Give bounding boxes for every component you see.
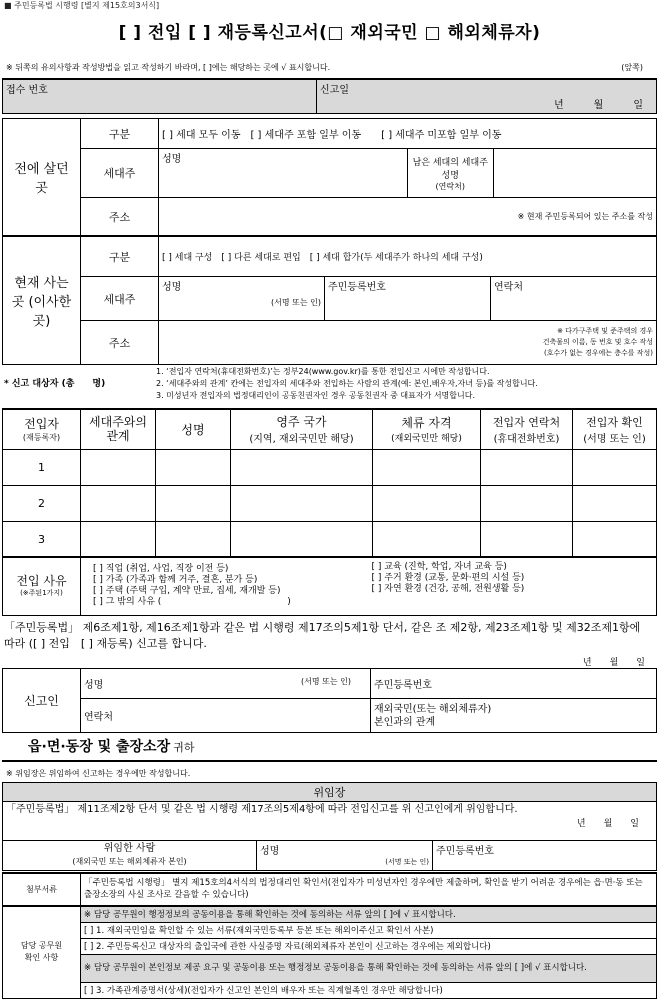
receipt-number-label: 접수 번호 (6, 85, 48, 96)
col-mover: 전입자 (재등록자) (3, 409, 81, 449)
current-rrn-label: 주민등록번호 (328, 282, 386, 293)
targets-note-1: 1. ‘전입자 연락처(휴대전화번호)’는 정부24(www.gov.kr)를 통한 전입신고 시에만 작성합니다. (156, 367, 490, 376)
table-cell[interactable] (231, 521, 373, 557)
reason-right-options[interactable]: [ ] 교육 (진학, 학업, 자녀 교육 등) [ ] 주거 환경 (교통, 문화·편의 시설 등) [ ] 자연 환경 (건강, 공해, 전원생활 등) (369, 557, 657, 615)
reporter-relation-label-1: 재외국민(또는 해외체류자) (374, 703, 492, 715)
statement-date[interactable]: 년 월 일 (582, 658, 645, 668)
reason-section (2, 556, 657, 616)
previous-type-label: 구분 (81, 119, 159, 149)
table-cell[interactable] (156, 485, 231, 521)
table-cell[interactable] (481, 485, 573, 521)
form-title: [ ] 전입 [ ] 재등록신고서(□ 재외국민 □ 해외체류자) (118, 23, 541, 43)
attachments-section (2, 872, 657, 999)
current-address-note-2: 건축물의 이름, 동 번호 및 호수 작성 (542, 338, 653, 346)
reporter-contact-label: 연락처 (84, 712, 113, 723)
delegator-label-cell (3, 840, 257, 870)
verification-item-3[interactable]: [ ] 3. 가족관계증명서(상세)(전입자가 신고인 본인의 배우자 또는 직계혈족인 경우만 해당합니다) (81, 982, 657, 998)
previous-address-section (2, 118, 657, 236)
delegator-label-2: (재외국민 또는 해외체류자 본인) (72, 857, 187, 866)
current-type-options[interactable]: [ ] 세대 구성 [ ] 다른 세대로 편입 [ ] 세대 합가(두 세대주가 하나의 세대 구성) (159, 237, 657, 277)
form-reference: ■ 주민등록법 시행령 [별지 제15호의3서식] (4, 1, 160, 10)
verification-label: 담당 공무원 확인 사항 (3, 906, 81, 998)
delegator-rrn-field[interactable] (433, 840, 657, 870)
table-cell[interactable] (81, 449, 156, 485)
table-cell[interactable] (481, 449, 573, 485)
remaining-head-title: 남은 세대의 세대주 성명 (412, 157, 488, 181)
report-date-label: 신고일 (320, 85, 349, 96)
previous-type-options[interactable]: [ ] 세대 모두 이동 [ ] 세대주 포함 일부 이동 [ ] 세대주 미포함 일부 이동 (159, 119, 657, 149)
remaining-head-cell (408, 149, 657, 198)
targets-label: * 신고 대상자 (총 명) (4, 379, 106, 389)
delegation-note: ※ 위임장은 위임하여 신고하는 경우에만 작성합니다. (6, 769, 191, 778)
table-cell[interactable] (373, 485, 481, 521)
addressee-main: 읍·면·동장 및 출장소장 (28, 739, 171, 755)
col-status: 체류 자격 (재외국민만 해당) (373, 409, 481, 449)
reporter-label: 신고인 (3, 669, 81, 733)
previous-address-label: 주소 (81, 198, 159, 236)
delegation-text: 「주민등록법」 제11조제2항 단서 및 같은 법 시행령 제17조의5제4항에 따라 전입신고를 위 신고인에게 위임합니다. (6, 804, 518, 815)
current-name-label: 성명 (162, 282, 182, 293)
table-cell[interactable] (81, 521, 156, 557)
current-address-field[interactable] (159, 321, 657, 365)
targets-table (2, 408, 657, 558)
table-cell[interactable] (156, 521, 231, 557)
attachments-text: 「주민등록법 시행령」 별지 제15호의4서식의 법정대리인 확인서(전입자가 미성년자인 경우에만 제출하며, 확인을 받기 어려운 경우에는 읍·면·동 또는 출장소장의 사실 조사로 갈음할 수 있습니다) (81, 873, 657, 905)
current-head-label: 세대주 (81, 277, 159, 321)
table-cell[interactable] (373, 521, 481, 557)
receipt-number-cell[interactable] (3, 79, 317, 113)
row-number: 1 (3, 449, 81, 485)
table-cell[interactable] (156, 449, 231, 485)
addressee-suffix: 귀하 (173, 741, 195, 754)
reporter-name-field[interactable] (81, 669, 371, 699)
instruction-note: ※ 뒤쪽의 유의사항과 작성방법을 읽고 작성하기 바라며, [ ]에는 해당하는 곳에 √ 표시합니다. (6, 63, 331, 72)
current-head-name-field[interactable] (159, 277, 325, 321)
statement-text: 「주민등록법」 제6조제1항, 제16조제1항과 같은 법 시행령 제17조의5제1항 단서, 같은 조 제2항, 제23조제1항 및 제32조제1항에 따라 ([ ] 전입 [ ] 재등록) 신고를 합니다. (4, 621, 641, 650)
col-contact: 전입자 연락처 (휴대전화번호) (481, 409, 573, 449)
current-rrn-field[interactable] (325, 277, 491, 321)
table-row (3, 449, 657, 485)
table-cell[interactable] (481, 521, 573, 557)
previous-address-field[interactable] (159, 198, 657, 236)
verification-consent-note-1: ※ 담당 공무원이 행정정보의 공동이용을 통해 확인하는 것에 동의하는 서류 앞의 [ ]에 √ 표시합니다. (81, 906, 657, 922)
reason-label-sub: (※주된1가지) (20, 589, 63, 598)
delegator-label-1: 위임한 사람 (103, 843, 156, 854)
delegation-section (2, 782, 657, 871)
current-address-section (2, 236, 657, 365)
targets-notes (2, 366, 657, 406)
current-contact-label: 연락처 (494, 282, 523, 293)
page-side: (앞쪽) (621, 63, 643, 72)
current-address-note-3: (호수가 없는 경우에는 층수를 작성) (543, 349, 653, 357)
delegation-divider (2, 760, 657, 762)
verification-item-1[interactable]: [ ] 1. 재외국민임을 확인할 수 있는 서류(재외국민등록부 등본 또는 해외이주신고 확인서 사본) (81, 922, 657, 938)
col-confirm: 전입자 확인 (서명 또는 인) (573, 409, 657, 449)
report-date-value: 년 월 일 (554, 100, 643, 111)
delegator-name-field[interactable] (257, 840, 433, 870)
addressee (28, 736, 195, 756)
table-row (3, 485, 657, 521)
table-cell[interactable] (573, 485, 657, 521)
delegator-rrn-label: 주민등록번호 (436, 845, 494, 857)
remaining-head-sub: (연락처) (435, 181, 465, 191)
current-contact-field[interactable] (491, 277, 657, 321)
row-number: 3 (3, 521, 81, 557)
previous-head-name-field[interactable] (159, 149, 408, 198)
table-cell[interactable] (81, 485, 156, 521)
reporter-name-label: 성명 (84, 680, 104, 691)
col-relation: 세대주와의 관계 (81, 409, 156, 449)
current-sign-note: (서명 또는 인) (271, 298, 321, 307)
table-cell[interactable] (231, 449, 373, 485)
table-cell[interactable] (373, 449, 481, 485)
reporter-relation-field[interactable] (371, 699, 657, 733)
table-row (3, 521, 657, 557)
reporter-rrn-field[interactable] (371, 669, 657, 699)
reporter-section (2, 668, 657, 733)
reason-left-options[interactable]: [ ] 직업 (취업, 사업, 직장 이전 등) [ ] 가족 (가족과 함께 거주, 결혼, 분가 등) [ ] 주택 (주택 구입, 계약 만료, 집세, 재개발 등) [ ] 그 밖의 사유 ( ) (81, 557, 369, 615)
table-cell[interactable] (573, 449, 657, 485)
col-name: 성명 (156, 409, 231, 449)
verification-item-2[interactable]: [ ] 2. 주민등록신고 대상자의 출입국에 관한 사실증명 자료(해외체류자 본인이 신고하는 경우에는 제외합니다) (81, 938, 657, 954)
reporter-sign-note: (서명 또는 인) (301, 677, 351, 686)
previous-name-label: 성명 (162, 154, 182, 165)
reason-label: 전입 사유 (16, 574, 67, 589)
reporter-contact-field[interactable] (81, 699, 371, 733)
previous-address-note: ※ 현재 주민등록되어 있는 주소를 작성 (517, 212, 653, 221)
col-country: 영주 국가 (지역, 재외국민만 해당) (231, 409, 373, 449)
targets-note-3: 3. 미성년자 전입자의 법정대리인이 공동친권자인 경우 공동친권자 중 대표자가 서명합니다. (156, 391, 475, 400)
delegator-name-label: 성명 (260, 845, 280, 857)
report-date-cell[interactable] (317, 79, 657, 113)
remaining-head-label (408, 149, 493, 197)
reason-label-cell (3, 557, 81, 615)
remaining-head-field[interactable] (493, 149, 656, 197)
reporter-rrn-label: 주민등록번호 (374, 680, 432, 691)
attachments-label: 첨부서류 (3, 873, 81, 905)
delegation-date[interactable]: 년 월 일 (576, 819, 639, 829)
table-cell[interactable] (231, 485, 373, 521)
row-number: 2 (3, 485, 81, 521)
delegator-sign-note: (서명 또는 인) (385, 857, 429, 866)
reporter-relation-label-2: 본인과의 관계 (374, 716, 436, 728)
previous-section-label: 전에 살던 곳 (3, 119, 81, 236)
current-address-note-1: ※ 다가구주택 및 준주택의 경우 (557, 327, 653, 335)
table-cell[interactable] (573, 521, 657, 557)
current-address-label: 주소 (81, 321, 159, 365)
delegation-title: 위임장 (3, 783, 657, 802)
previous-head-label: 세대주 (81, 149, 159, 198)
verification-consent-note-2: ※ 담당 공무원이 본인정보 제공 요구 및 공동이용 또는 행정정보 공동이용을 통해 확인하는 것에 동의하는 서류 앞의 [ ]에 √ 표시합니다. (81, 954, 657, 982)
targets-note-2: 2. ‘세대주와의 관계’ 칸에는 전입자의 세대주와 전입하는 사람의 관계(예: 본인,배우자,자녀 등)를 작성합니다. (156, 379, 538, 388)
receipt-section (2, 78, 657, 114)
current-type-label: 구분 (81, 237, 159, 277)
delegation-text-cell (3, 802, 657, 840)
current-section-label: 현재 사는 곳 (이사한 곳) (3, 237, 81, 365)
